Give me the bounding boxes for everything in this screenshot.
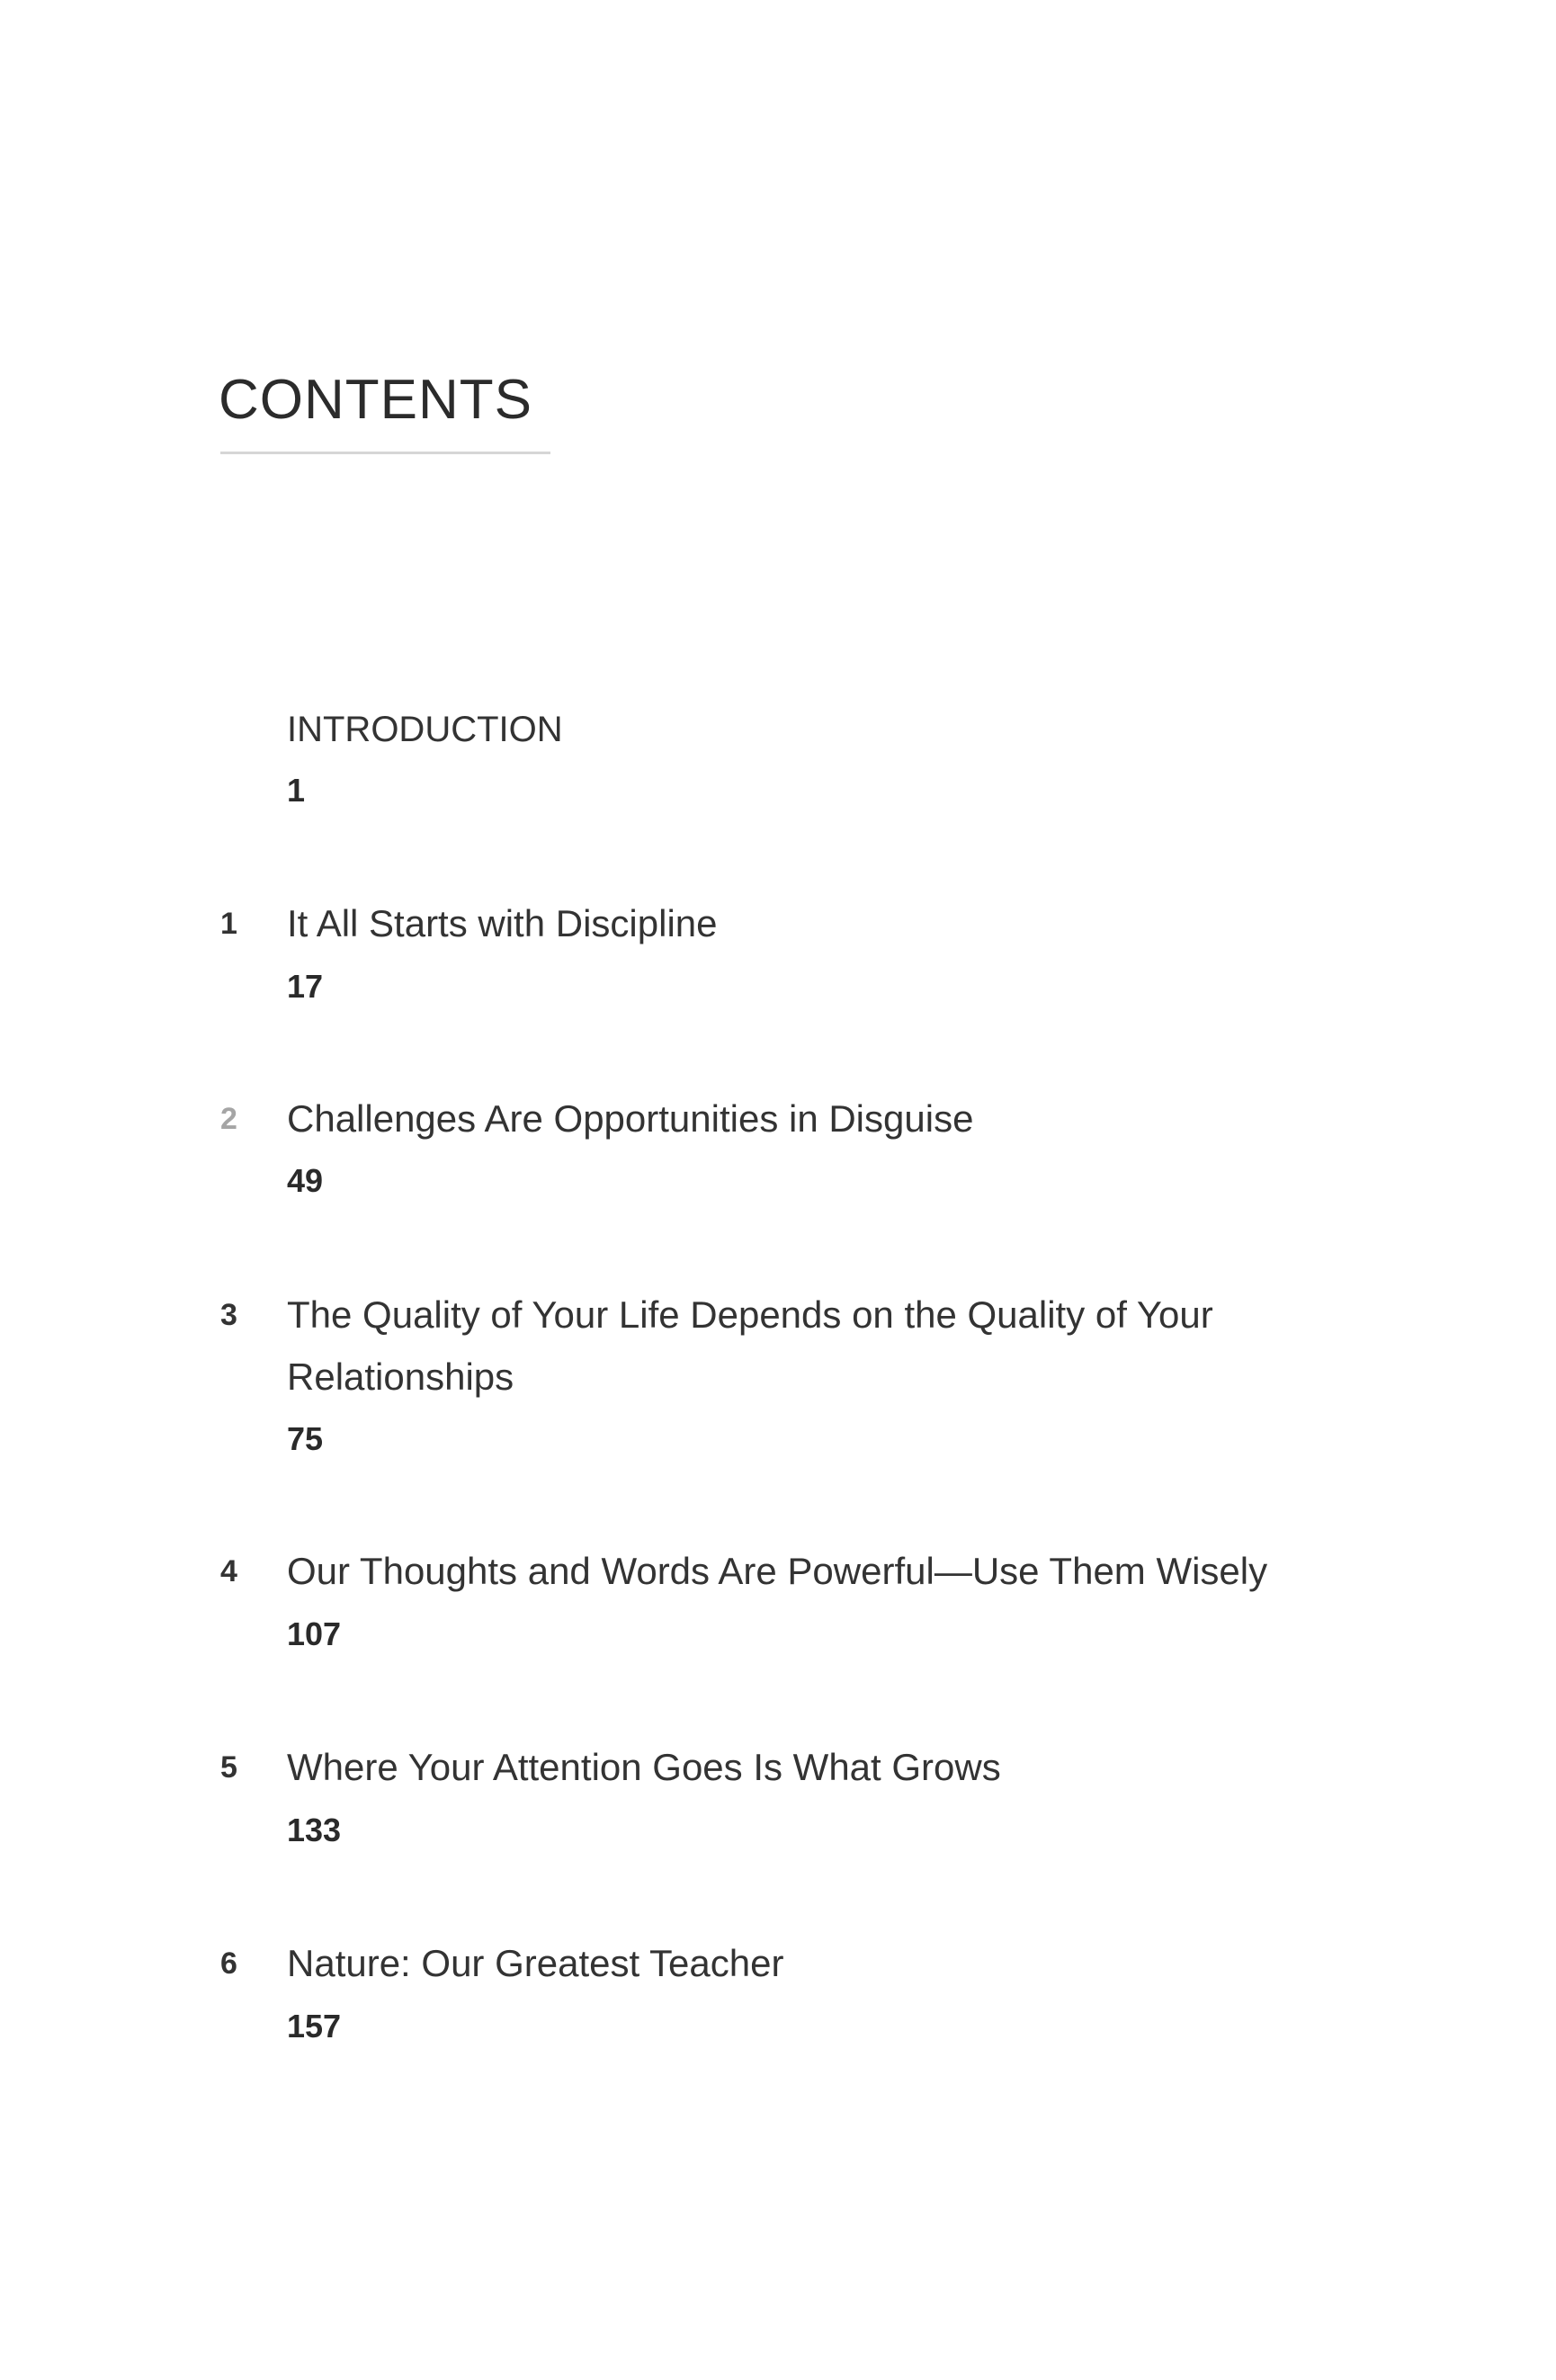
chapter-title: Challenges Are Opportunities in Disguise [287,1097,974,1140]
chapter-number: 4 [220,1554,237,1588]
chapter-page: 75 [287,1420,324,1457]
chapter-title: It All Starts with Discipline [287,902,718,944]
title-underline [220,452,550,454]
chapter-number: 1 [220,907,237,941]
page-title: CONTENTS [219,369,532,431]
chapter-title-line-1: The Quality of Your Life Depends on the Quality of Your [287,1293,1213,1336]
chapter-number: 2 [220,1102,237,1136]
chapter-title: Our Thoughts and Words Are Powerful—Use Them Wisely [287,1550,1268,1592]
chapter-page: 107 [287,1615,342,1652]
chapter-page: 133 [287,1812,342,1848]
chapter-number: 3 [220,1298,237,1332]
chapter-title-line-2: Relationships [287,1356,514,1398]
chapter-page: 49 [287,1162,324,1199]
chapter-page: 157 [287,2008,342,2044]
toc-introduction-page: 1 [287,772,306,809]
chapter-title: Where Your Attention Goes Is What Grows [287,1746,1001,1788]
toc-introduction-title: INTRODUCTION [287,710,563,749]
chapter-number: 6 [220,1946,237,1981]
chapter-title: Nature: Our Greatest Teacher [287,1942,784,1984]
chapter-number: 5 [220,1750,237,1785]
chapter-page: 17 [287,968,324,1005]
